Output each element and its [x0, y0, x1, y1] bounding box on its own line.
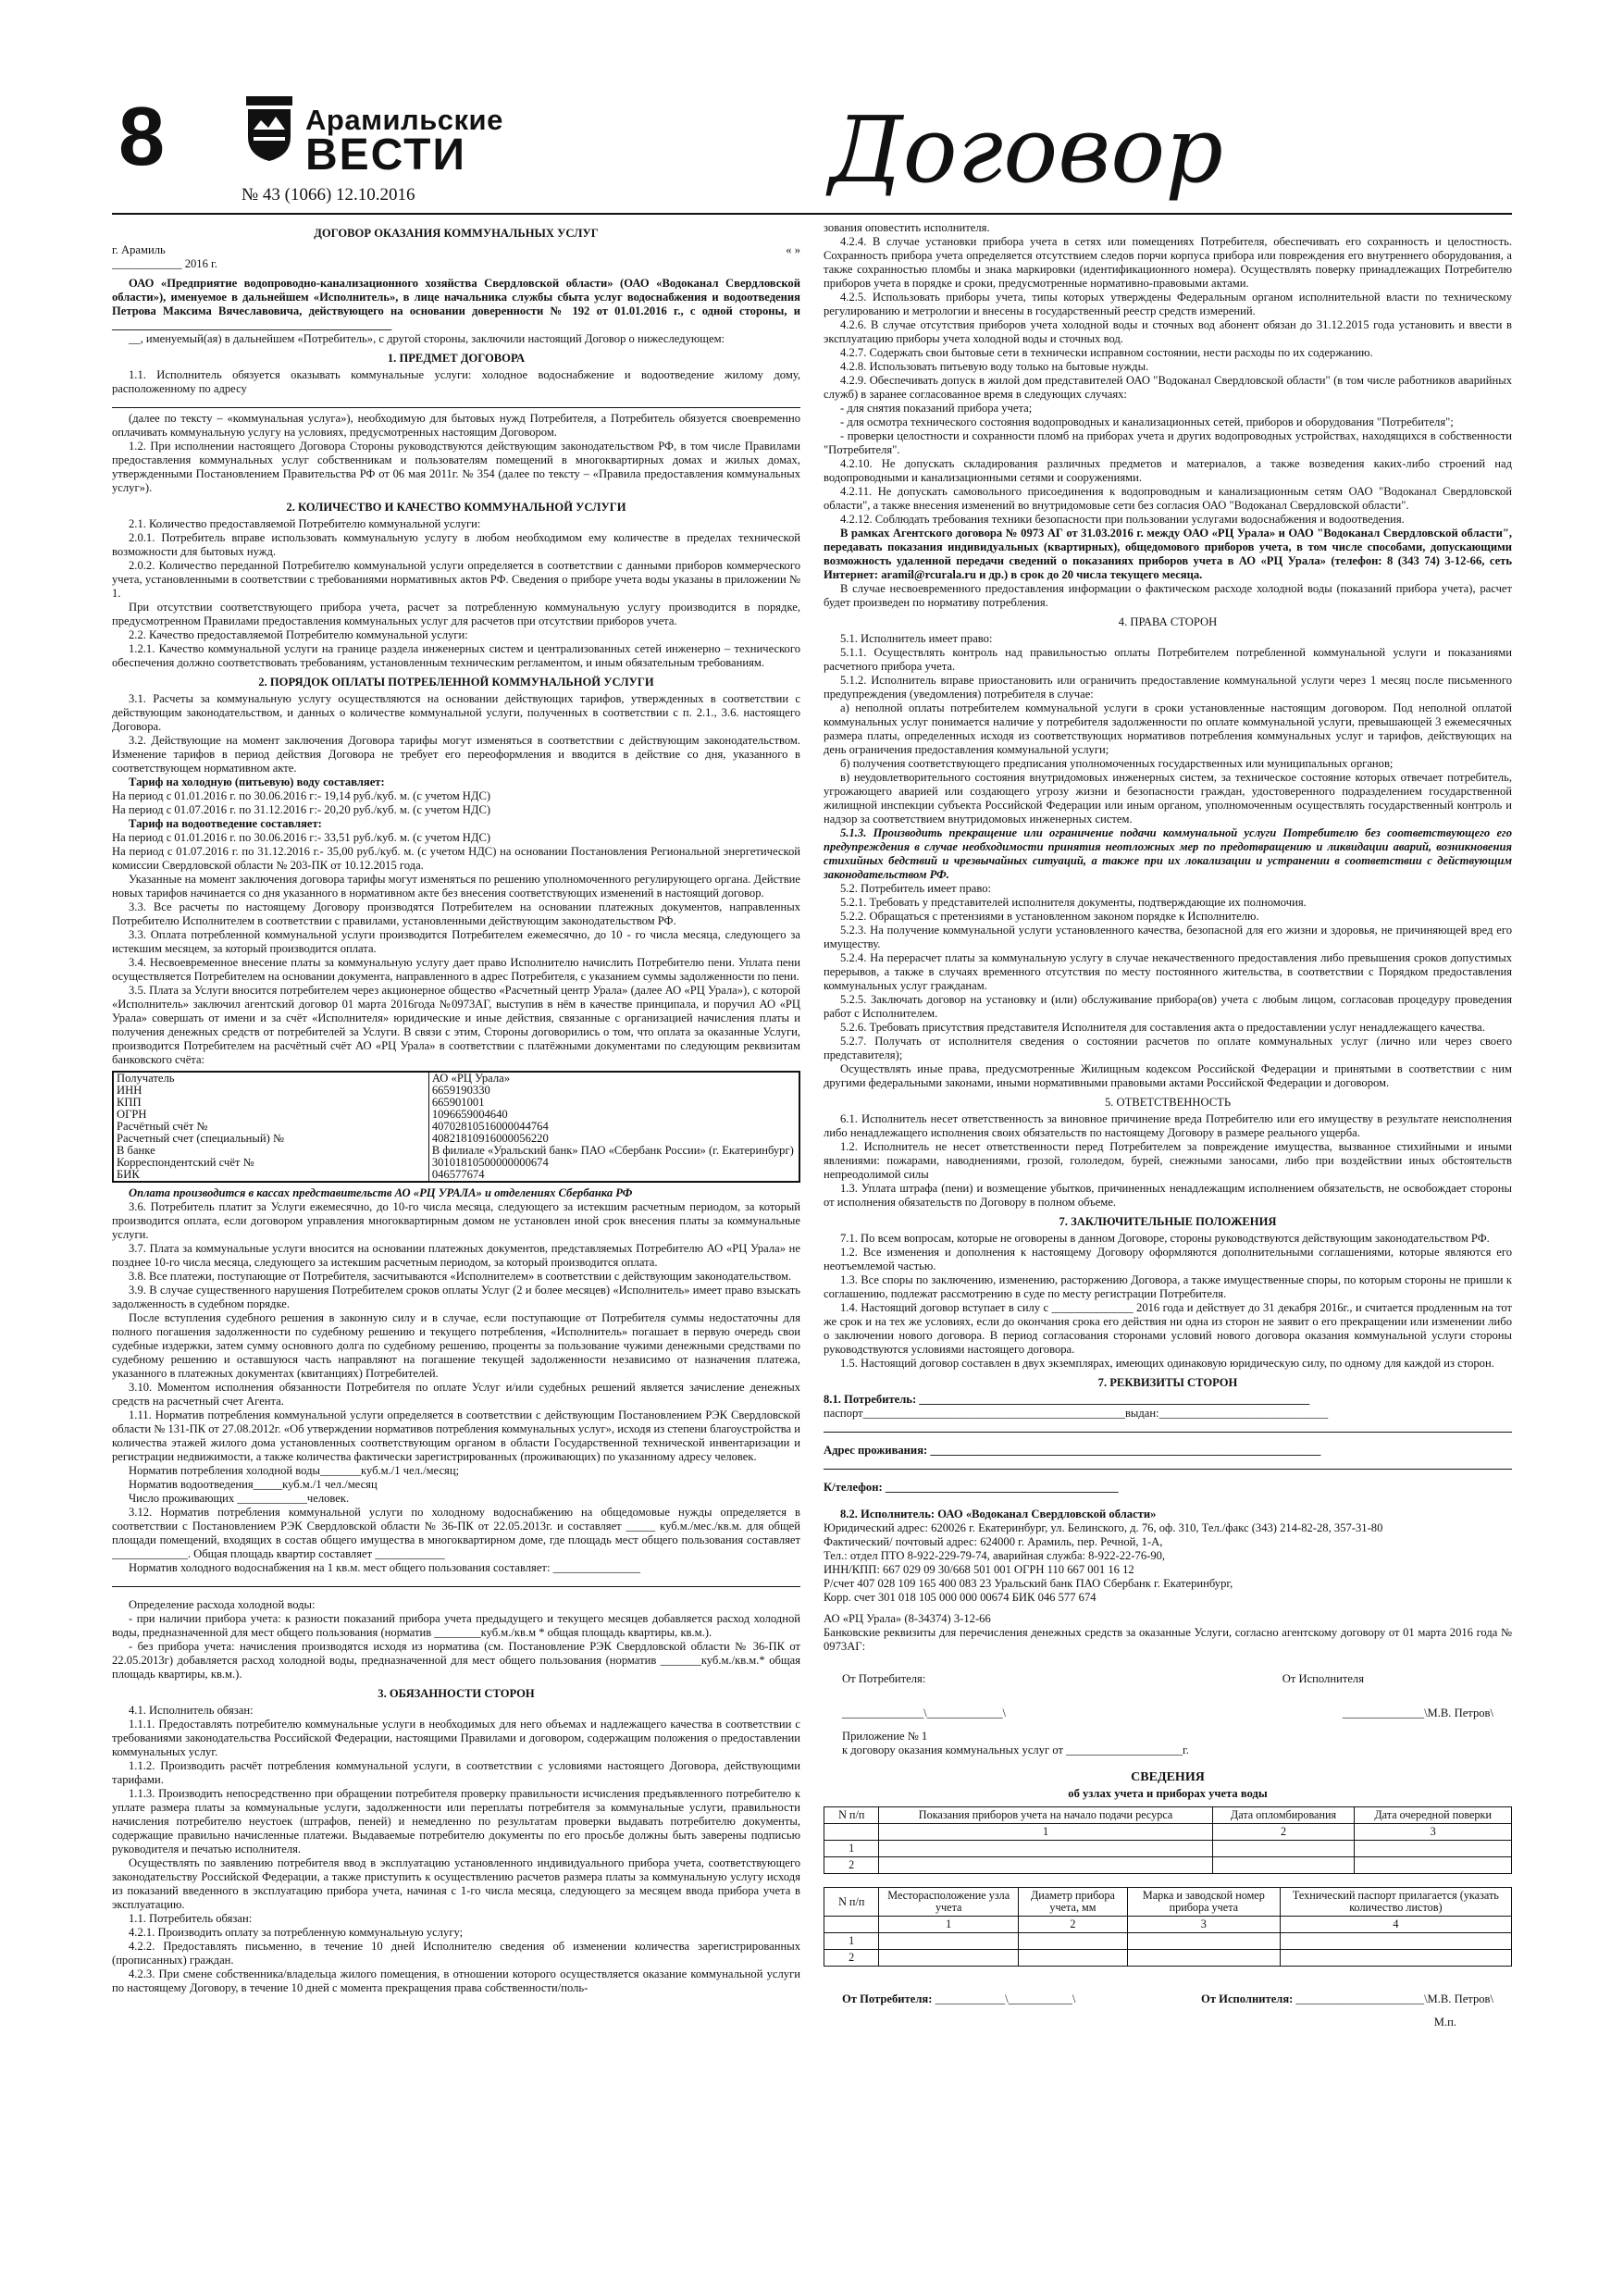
clause-6-2: 1.2. Исполнитель не несет ответственности перед Потребителем за повреждение имущества, вызванное стихийными и иными явлениями: пожарами, наводнениями, грозой, гололедом, бурей, снежными заносами, либо при воздействии иных обстоятельств непреодолимой силы [824, 1140, 1512, 1181]
clause-4-1: 4.1. Исполнитель обязан: [129, 1704, 254, 1717]
clause-1-1-3: 1.1.3. Производить непосредственно при обращении потребителя проверку правильности исчисления предъявленного потребителю к уплате размера платы за коммунальные услуги, задолженности или переплаты потребителя за коммунальные услуги, правильности начисления потребителю неустоек (штрафов, пеней) и немедленно по результатам проверки выдавать потребителю документы, содержащие правильно начисленные платежи. Выдаваемые потребителю документы по его просьбе должны быть заверены подписью руководителя и печатью исполнителя. [112, 1787, 800, 1855]
clause-5-b: б) получения соответствующего предписания уполномоченных государственных или муниципальных органов; [840, 757, 1394, 770]
date-quotes: « » [786, 243, 800, 256]
section-5-title: 4. ПРАВА СТОРОН [1118, 615, 1218, 628]
bank-details-table [112, 1071, 800, 1183]
table-row: 2 [824, 1857, 1512, 1874]
left-column [112, 221, 800, 2257]
page-number: 8 [118, 91, 166, 183]
clause-4-2-9b: - для осмотра технического состояния водопроводных и канализационных сетей, приборов и оборудования "Потребителя"; [840, 416, 1454, 428]
clause-4-2-9c: - проверки целостности и сохранности пломб на приборах учета и других водопроводных устройствах, находящихся в собственности "Потребителя". [824, 429, 1512, 456]
executor-phones: Тел.: отдел ПТО 8-922-229-79-74, аварийная служба: 8-922-22-76-90, [824, 1549, 1166, 1562]
consumer-line: 8.1. Потребитель: ___________________________________________________________________ [824, 1393, 1310, 1406]
clause-7-5: 1.5. Настоящий договор составлен в двух экземплярах, имеющих одинаковую юридическую силу, по одному для каждой из сторон. [840, 1357, 1494, 1370]
clause-4-2-1: 4.2.1. Производить оплату за потребленную коммунальную услугу; [129, 1926, 464, 1939]
clause-6-1: 6.1. Исполнитель несет ответственность за виновное причинение вреда Потребителю или его имуществу в результате неисполнения либо ненадлежащего исполнения своих обязательств по настоящему Договору в размере реального ущерба. [824, 1112, 1512, 1139]
table-row: Расчётный счёт № 40702810516000044764 [113, 1121, 799, 1133]
clause-4-2-7: 4.2.7. Содержать свои бытовые сети в технически исправном состоянии, нести расходы по их содержанию. [840, 346, 1373, 359]
table-row: БИК 046577674 [113, 1169, 799, 1182]
clause-5-2-7: 5.2.7. Получать от исполнителя сведения о состоянии расчетов по оплате коммунальных услуг (лично или через своего представителя); [824, 1035, 1512, 1061]
agent-clause: В рамках Агентского договора № 0973 АГ от 31.03.2016 г. между ОАО «РЦ Урала» и ОАО "Водоканал Свердловской области", передавать показания индивидуальных (квартирных), общедомового приборов учета, в том числе способами, допускающими возможность удаленной передачи сведений о показаниях приборов учета в АО «РЦ Урала» (телефон: 8 (343 74) 3-12-66, сеть Интернет: aramil@rcurala.ru и др.) в срок до 20 числа текущего месяца. [824, 527, 1512, 581]
clause-2-0-2: 2.0.2. Количество переданной Потребителю коммунальной услуги определяется в соответствии с данными приборов коммерческого учета, установленными в соответствии с требованиями нормативных актов РФ. Сведения о приборе учета воды указаны в приложении № 1. [112, 559, 800, 600]
clause-5-1-1: 5.1.1. Осуществлять контроль над правильностью оплаты Потребителем потребленной коммунальной услуги и показаниями расчетного прибора учета. [824, 646, 1512, 673]
final-consumer-label: От Потребителя: [842, 1992, 933, 2005]
clause-1-2: 1.2. При исполнении настоящего Договора Стороны руководствуются действующим законодательством РФ, в том числе Правилами предоставления коммунальных услуг собственникам и пользователям помещений в многоквартирных домах и жилых домах, утвержденными Постановлением Правительства РФ от 06 мая 2011г. № 354 (далее по тексту – «Правила предоставления коммунальных услуг»). [112, 440, 800, 494]
section-4-title: 3. ОБЯЗАННОСТИ СТОРОН [378, 1687, 535, 1700]
cold-water-with-meter: - при наличии прибора учета: к разности показаний прибора учета предыдущего и текущего месяцев добавляется расход холодной воды, предназначенной для мест общего пользования (норматив ________куб.м./кв.м * общая площадь квартиры, кв.м.). [112, 1612, 800, 1639]
clause-3-11: 1.11. Норматив потребления коммунальной услуги определяется в соответствии с действующим Постановлением РЭК Свердловской области № 131-ПК от 27.08.2012г. «Об утверждении нормативов потребления коммунальных услуг», исходя из степени благоустройства и количества этажей жилого дома установленных соответствующим органом в области Государственной технической инвентаризации и регистрации недвижимости, а также количества фактически зарегистрированных (проживающих) по указанному адресу человек. [112, 1409, 800, 1463]
section-3-title: 2. ПОРЯДОК ОПЛАТЫ ПОТРЕБЛЕННОЙ КОММУНАЛЬНОЙ УСЛУГИ [258, 676, 654, 689]
clause-3-6: 3.6. Потребитель платит за Услуги ежемесячно, до 10-го числа месяца, следующего за истекшим расчетным периодом, за который производится оплата, если договором управления многоквартирным домом не установлен иной срок внесения платы за коммунальные услуги. [112, 1200, 800, 1241]
clause-4-2-11: 4.2.11. Не допускать самовольного присоединения к водопроводным и канализационным сетям ОАО "Водоканал Свердловской области", а также внесения изменений во внутридомовые сети без согласия ОАО "Водоканал Свердловской области". [824, 485, 1512, 512]
table-row: ОГРН 1096659004640 [113, 1109, 799, 1121]
clause-5-2-8: Осуществлять иные права, предусмотренные Жилищным кодексом Российской Федерации и принятыми в соответствии с ним другими федеральными законами, иными нормативными правовыми актами Российской Федерации и договором. [824, 1062, 1512, 1089]
executor-corr-account: Корр. счет 301 018 105 000 000 00674 БИК 046 577 674 [824, 1591, 1096, 1604]
from-executor-label: От Исполнителя [1282, 1672, 1364, 1685]
clause-5-1-2: 5.1.2. Исполнитель вправе приостановить или ограничить предоставление коммунальной услуги через 1 месяц после письменного предупреждения (уведомления) потребителя в случае: [824, 674, 1512, 701]
clause-2-meter: При отсутствии соответствующего прибора учета, расчет за потребленную коммунальную услугу производится в порядке, предусмотренном Правилами предоставления коммунальных услуг для расчетов при отсутствии приборов учета. [112, 601, 800, 627]
clause-4-meter: Осуществлять по заявлению потребителя ввод в эксплуатацию установленного индивидуального прибора учета, соответствующего законодательству Российской Федерации, а также приступить к осуществлению расчетов размера платы за коммунальную услугу исходя из показаний введенного в эксплуатацию прибора учета, начиная с 1-го числа месяца, следующего за месяцем ввода прибора учета в эксплуатацию. [112, 1856, 800, 1911]
section-1-title: 1. ПРЕДМЕТ ДОГОВОРА [387, 352, 526, 365]
clause-5-2-5: 5.2.5. Заключать договор на установку и (или) обслуживание прибора(ов) учета с любым лицом, согласовав процедуру проведения работ с Исполнителем. [824, 993, 1512, 1020]
final-consumer-line: ____________\___________\ [935, 1992, 1076, 2005]
executor-postal-address: Фактический/ почтовый адрес: 624000 г. Арамиль, пер. Речной, 1-А, [824, 1535, 1163, 1548]
tariff-sewer-heading: Тариф на водоотведение составляет: [129, 817, 322, 830]
clause-3-3: 3.3. Все расчеты по настоящему Договору производятся Потребителем на основании платежных документов, направленных Потребителю Исполнителем в соответствии с правилами, установленными действующим законодательством РФ. [112, 900, 800, 927]
clause-1-1-2: 1.1.2. Производить расчёт потребления коммунальной услуги, в соответствии с условиями настоящего Договора, действующими тарифами. [112, 1759, 800, 1786]
table-row: Получатель АО «РЦ Урала» [113, 1072, 799, 1085]
table-row: 1 [824, 1841, 1512, 1857]
info-title: СВЕДЕНИЯ [1131, 1770, 1205, 1784]
intro: ОАО «Предприятие водопроводно-канализационного хозяйства Свердловской области» (ОАО «Водоканал Свердловской области»), именуемое в дальнейшем «Исполнитель», в лице начальника службы сбыта услуг водоснабжения и водоотведения Петрова Максима Вячеславовича, действующего на основании доверенности № 192 от 01.01.2016 г., с одной стороны, и ________________________________________________ [112, 277, 800, 331]
final-signatures [824, 1992, 1512, 2006]
clause-7-2: 1.2. Все изменения и дополнения к настоящему Договору оформляются дополнительными соглашениями, которые являются его неотъемлемой частью. [824, 1246, 1512, 1272]
table-row: 1 [824, 1933, 1512, 1950]
rc-urala-phone: АО «РЦ Урала» (8-34374) 3-12-66 [824, 1612, 991, 1625]
tariff-water-2: На период с 01.07.2016 г. по 31.12.2016 г:- 20,20 руб./куб. м. (с учетом НДС) [112, 803, 491, 816]
norm-sewer: Норматив водоотведения_____куб.м./1 чел./месяц [129, 1478, 378, 1491]
executor-account: Р/счет 407 028 109 165 400 083 23 Уральский банк ПАО Сбербанк г. Екатеринбург, [824, 1577, 1233, 1590]
tariff-water-1: На период с 01.01.2016 г. по 30.06.2016 г:- 19,14 руб./куб. м. (с учетом НДС) [112, 789, 491, 802]
year: ____________ 2016 г. [112, 257, 217, 270]
section-8-title: 7. РЕКВИЗИТЫ СТОРОН [1097, 1376, 1238, 1389]
appendix-number: Приложение № 1 [842, 1730, 928, 1743]
passport-line: паспорт_____________________________________________выдан:_____________________________ [824, 1407, 1329, 1420]
agent-clause-2: В случае несвоевременного предоставления информации о фактическом расходе холодной воды (показаний прибора учета), расчет будет произведен по нормативу потребления. [824, 582, 1512, 609]
address-line [112, 396, 800, 408]
clause-4-2-9: 4.2.9. Обеспечивать допуск в жилой дом представителей ОАО "Водоканал Свердловской области" (в том числе работников аварийных служб) в заранее согласованное время в следующих случаях: [824, 374, 1512, 401]
stamp-place: М.п. [1433, 2016, 1456, 2029]
payment-note: Оплата производится в кассах представительств АО «РЦ УРАЛА» и отделениях Сбербанка РФ [129, 1186, 633, 1199]
table-row: 1 2 3 [824, 1824, 1512, 1841]
cold-water-definition: Определение расхода холодной воды: [129, 1598, 316, 1611]
signature-labels [824, 1672, 1512, 1686]
section-7-title: 7. ЗАКЛЮЧИТЕЛЬНЫЕ ПОЛОЖЕНИЯ [1059, 1215, 1277, 1228]
final-executor [1201, 1992, 1493, 2006]
blank-line [824, 1458, 1512, 1470]
clause-4-2-3: 4.2.3. При смене собственника/владельца жилого помещения, в отношении которого осуществляется оказание коммунальной услуги по настоящему Договору, в течение 10 дней с момента прекращения права собственности/поль- [112, 1967, 800, 1994]
clause-7-4: 1.4. Настоящий договор вступает в силу с ______________ 2016 года и действует до 31 декабря 2016г., и считается продленным на тот же срок и на тех же условиях, если до окончания срока его действия ни одна из сторон не заявит о его прекращении или изменении либо о заключении нового договора. В период согласования сторонами условий нового договора оказания коммунальной услуги стороны руководствуются условиями настоящего договора. [824, 1301, 1512, 1356]
clause-5-2-4: 5.2.4. На перерасчет платы за коммунальную услугу в случае некачественного предоставления либо превышения сроков допустимых перерывов, а также в случаях временного отсутствия по месту постоянного жительства, в соответствии с Порядком предоставления коммунальных услуг гражданам. [824, 951, 1512, 992]
clause-4-2-2: 4.2.2. Предоставлять письменно, в течение 10 дней Исполнителю сведения об изменении количества зарегистрированных (прописанных) граждан. [112, 1940, 800, 1967]
clause-1-1b: (далее по тексту – «коммунальная услуга»), необходимую для бытовых нужд Потребителя, а Потребитель обязуется своевременно оплачивать коммунальную услугу на условиях, предусмотренных настоящим Договором. [112, 412, 800, 439]
final-executor-line: ______________________\М.В. Петров\ [1295, 1992, 1493, 2005]
clause-3-9b: После вступления судебного решения в законную силу и в случае, если поступающие от Потребителя суммы недостаточны для полного погашения задолженности по судебному решению и текущего потребления, «Исполнитель» погашает в первую очередь свои судебные издержки, затем сумму основного долга по судебному решению, проценты за пользование чужими денежными средствами по судебному решению и оставшуюся часть направляют на погашение текущей задолженности независимо от назначения платежа, указанного в платежных документах (квитанциях) Потребителей. [112, 1311, 800, 1380]
clause-4-2-12: 4.2.12. Соблюдать требования техники безопасности при пользовании услугами водоснабжения и водоотведения. [840, 513, 1405, 526]
clause-6-3: 1.3. Уплата штрафа (пени) и возмещение убытков, причиненных ненадлежащим исполнением обязательств, не освобождает стороны от исполнения обязательств по Договору в полном объеме. [824, 1182, 1512, 1209]
cold-water-no-meter: - без прибора учета: начисления производятся исходя из норматива (см. Постановление РЭК Свердловской области № 36-ПК от 22.05.2013г) добавляется расход холодной воды, предназначенной для мест общего пользования (норматив _______куб.м./кв.м.* общая площадь квартиры, кв.м.). [112, 1640, 800, 1681]
clause-7-1: 7.1. По всем вопросам, которые не оговорены в данном Договоре, стороны руководствуются действующим законодательством РФ. [840, 1232, 1490, 1245]
clause-1-1-1: 1.1.1. Предоставлять потребителю коммунальные услуги в необходимых для него объемах и надлежащего качества в соответствии с требованиями законодательства Российской Федерации, настоящими Правилами и договором, содержащим положения о предоставлении коммунальных услуг. [112, 1718, 800, 1758]
section-title: Договор [829, 98, 1223, 204]
rc-urala-bank-note: Банковские реквизиты для перечисления денежных средств за оказанные Услуги, согласно агентскому договору от 01 марта 2016 года № 0973АГ: [824, 1626, 1512, 1653]
tariff-sewer-2: На период с 01.07.2016 г. по 31.12.2016 г.- 35,00 руб./куб. м. (с учетом НДС) на основании Постановления Региональной энергетической комиссии Свердловской области № 203-ПК от 10.12.2015 года. [112, 845, 800, 872]
clause-4-2-4: 4.2.4. В случае установки прибора учета в сетях или помещениях Потребителя, обеспечивать его сохранность и целостность. Сохранность прибора учета определяется отсутствием следов порчи корпуса прибора или повреждения его внутреннего оборудования, а также сохранностью пломбы и знака маркировки (идентификационного номера). Осуществлять поверку принадлежащих Потребителю приборов учета в порядке и сроки, предусмотренные нормативно-правовыми актами. [824, 235, 1512, 290]
final-executor-label: От Исполнителя: [1201, 1992, 1294, 2005]
right-column [824, 221, 1512, 2276]
brand-name-bottom: ВЕСТИ [305, 130, 466, 180]
tariff-note: Указанные на момент заключения договора тарифы могут изменяться по решению уполномоченного регулирующего органа. Действие новых тарифов начинается со дня указанного в нормативном акте без внесения соответствующих изменений в настоящий договор. [112, 873, 800, 900]
issue-info: № 43 (1066) 12.10.2016 [242, 185, 415, 205]
clause-5-1-3: 5.1.3. Производить прекращение или ограничение подачи коммунальной услуги Потребителю без соответствующего его предупреждения в случае необходимости принятия неотложных мер по предотвращению и ликвидации аварий, возникновения стихийных бедствий и чрезвычайных ситуаций, а также при их локализации и устранении в соответствии с действующим законодательством РФ. [824, 826, 1512, 881]
clause-4-2: 1.1. Потребитель обязан: [129, 1912, 253, 1925]
clause-4-2-6: 4.2.6. В случае отсутствия приборов учета холодной воды и сточных вод абонент обязан до 31.12.2015 года установить и ввести в эксплуатацию приборы учета холодной воды и сточных вод. [824, 318, 1512, 345]
place: г. Арамиль [112, 243, 166, 256]
executor-inn: ИНН/КПП: 667 029 09 30/668 501 001 ОГРН 110 667 001 16 12 [824, 1563, 1134, 1576]
from-consumer-label: От Потребителя: [842, 1672, 926, 1685]
clause-5-a: а) неполной оплаты потребителем коммунальной услуги в сроки установленные настоящим договором. Под неполной оплатой коммунальных услуг понимается наличие у потребителя задолженности по оплате коммунальной услуги, превышающей 3 ежемесячных размера платы, определенных исходя из соответствующих нормативов потребления коммунальных услуг и тарифов, действующих на день ограничения предоставления коммунальной услуги; [824, 701, 1512, 756]
clause-3-8: 3.8. Все платежи, поступающие от Потребителя, засчитываются «Исполнителем» в соответствии с действующим законодательством. [129, 1270, 792, 1283]
header-rule [112, 213, 1512, 215]
table-row: В банке В филиале «Уральский банк» ПАО «Сбербанк России» (г. Екатеринбург) [113, 1145, 799, 1157]
section-6-title: 5. ОТВЕТСТВЕННОСТЬ [1104, 1096, 1232, 1109]
meter-readings-table [824, 1806, 1512, 1874]
coat-of-arms-icon [241, 89, 298, 163]
clause-3-3b: 3.3. Оплата потребленной коммунальной услуги производится Потребителем ежемесячно, до 10 - го числа месяца, следующего за истекшим месяцем, за который производится оплата. [112, 928, 800, 955]
table-row: КПП 665901001 [113, 1097, 799, 1109]
appendix-ref: к договору оказания коммунальных услуг от ____________________г. [842, 1744, 1189, 1756]
table-row: Корреспондентский счёт № 30101810500000000674 [113, 1157, 799, 1169]
executor-line: 8.2. Исполнитель: ОАО «Водоканал Свердловской области» [840, 1508, 1157, 1520]
clause-3-9: 3.9. В случае существенного нарушения Потребителем сроков оплаты Услуг (2 и более месяцев) «Исполнитель» имеет право взыскать задолженность в судебном порядке. [112, 1284, 800, 1310]
clause-4-2-3-cont: зования оповестить исполнителя. [824, 221, 990, 234]
clause-3-2: 3.2. Действующие на момент заключения Договора тарифы могут изменяться в соответствии с действующим законодательством. Изменение тарифов в период действия Договора не требует его переоформления и вводится в действие со дня, указанного в соответствующем нормативном акте. [112, 734, 800, 775]
consumer-signature: ______________\_____________\ [842, 1706, 1007, 1719]
place-date [112, 243, 800, 257]
clause-3-12: 3.12. Норматив потребления коммунальной услуги по холодному водоснабжению на общедомовые нужды определяется в соответствии с Постановлением РЭК Свердловской области № 36-ПК от 22.05.2013г. и составляет _____ куб.м./мес./кв.м. для общей площади помещений, входящих в состав общего имущества в многоквартирном доме, где площадь мест общего пользования составляет _____________. Общая площадь квартир составляет ____________ [112, 1506, 800, 1560]
contract-title: ДОГОВОР ОКАЗАНИЯ КОММУНАЛЬНЫХ УСЛУГ [314, 227, 599, 240]
clause-3-5: 3.5. Плата за Услуги вносится потребителем через акционерное общество «Расчетный центр Урала» (далее АО «РЦ Урала»), с которой «Исполнитель» заключил агентский договор 01 марта 2016года №0973АГ, выступив в нём в качестве принципала, и поручил АО «РЦ Урала» совершать от имени и за счёт «Исполнителя» юридические и иные действия, связанные с организацией начисления платы и получения денежных средств от потребителей за Услуги. В связи с этим, Стороны договорились о том, что оплата за оказанные Услуги, производится Потребителем на расчётный счёт АО «РЦ Урала» в соответствии с платёжными документами по следующим реквизитам банковского счёта: [112, 984, 800, 1066]
clause-5-1: 5.1. Исполнитель имеет право: [840, 632, 993, 645]
table-row: Расчетный счет (специальный) № 40821810916000056220 [113, 1133, 799, 1145]
clause-1-1: 1.1. Исполнитель обязуется оказывать коммунальные услуги: холодное водоснабжение и водоотведение жилому дому, расположенному по адресу [112, 368, 800, 395]
intro-cont: __, именуемый(ая) в дальнейшем «Потребитель», с другой стороны, заключили настоящий Договор о нижеследующем: [129, 332, 725, 345]
brand-name-top: Арамильские [305, 104, 503, 136]
signature-lines [824, 1706, 1512, 1720]
clause-3-10: 3.10. Моментом исполнения обязанности Потребителя по оплате Услуг и/или судебных решений является зачисление денежных средств на расчетный счет Агента. [112, 1381, 800, 1408]
table-row: ИНН 6659190330 [113, 1085, 799, 1097]
norm-cold-water: Норматив потребления холодной воды_______куб.м./1 чел./месяц; [129, 1464, 460, 1477]
clause-5-2-1: 5.2.1. Требовать у представителей исполнителя документы, подтверждающие их полномочия. [840, 896, 1307, 909]
clause-7-3: 1.3. Все споры по заключению, изменению, расторжению Договора, а также имущественные споры, по которым стороны не пришли к соглашению, подлежат рассмотрению в суде по месту регистрации Потребителя. [824, 1273, 1512, 1300]
table-row: 2 [824, 1950, 1512, 1967]
clause-4-2-10: 4.2.10. Не допускать складирования различных предметов и материалов, а также возведения каких-либо строений над водопроводными и канализационными сетями и сооружениями. [824, 457, 1512, 484]
norm-residents: Число проживающих ____________человек. [129, 1492, 350, 1505]
executor-legal-address: Юридический адрес: 620026 г. Екатеринбург, ул. Белинского, д. 76, оф. 310, Тел./факс (343) 214-82-28, 357-31-80 [824, 1521, 1383, 1534]
clause-3-1: 3.1. Расчеты за коммунальную услугу осуществляются на основании действующих тарифов, утвержденных в соответствии с действующим законодательством, и данных о количестве коммунальной услуги, полученных в соответствии с п. 2.1., 3.6. настоящего Договора. [112, 692, 800, 733]
clause-5-2-2: 5.2.2. Обращаться с претензиями в установленном законом порядке к Исполнителю. [840, 910, 1259, 923]
clause-5-2: 5.2. Потребитель имеет право: [840, 882, 992, 895]
clause-3-12b: Норматив холодного водоснабжения на 1 кв.м. мест общего пользования составляет: _______________ [129, 1561, 641, 1574]
clause-5-2-6: 5.2.6. Требовать присутствия представителя Исполнителя для составления акта о предоставлении услуг ненадлежащего качества. [840, 1021, 1485, 1034]
clause-4-2-9a: - для снятия показаний прибора учета; [840, 402, 1033, 415]
clause-3-4: 3.4. Несвоевременное внесение платы за коммунальную услугу дает право Исполнителю начислить Потребителю пени. Уплата пени осуществляется Потребителем на основании документа, направленного в адрес Потребителя, с указанием суммы задолженности по пени. [112, 956, 800, 983]
meter-units-table [824, 1887, 1512, 1967]
clause-4-2-5: 4.2.5. Использовать приборы учета, типы которых утверждены Федеральным органом исполнительной власти по техническому регулированию и метрологии и внесены в государственный реестр средств измерений. [824, 291, 1512, 317]
tariff-sewer-1: На период с 01.01.2016 г. по 30.06.2016 г:- 33,51 руб./куб. м. (с учетом НДС) [112, 831, 491, 844]
info-subtitle: об узлах учета и приборах учета воды [1068, 1787, 1268, 1800]
clause-5-c: в) неудовлетворительного состояния внутридомовых инженерных систем, за техническое состояние которых отвечает потребитель, угрожающего аварией или создающего угрозу жизни и безопасности граждан, удостоверенного подразделением государственной жилищной инспекции субъекта Российской Федерации или иным органом, уполномоченным осуществлять государственный контроль и надзор за соответствием внутридомовых инженерных систем. [824, 771, 1512, 825]
page-header [0, 0, 1623, 215]
section-2-title: 2. КОЛИЧЕСТВО И КАЧЕСТВО КОММУНАЛЬНОЙ УСЛУГИ [286, 501, 626, 514]
clause-4-2-8: 4.2.8. Использовать питьевую воду только на бытовые нужды. [840, 360, 1149, 373]
phone-line: К/телефон: ________________________________________ [824, 1481, 1119, 1494]
tariff-water-heading: Тариф на холодную (питьевую) воду составляет: [129, 776, 385, 788]
final-consumer [842, 1992, 1075, 2006]
clause-2-2: 2.2. Качество предоставляемой Потребителю коммунальной услуги: [129, 628, 468, 641]
blank-line [824, 1421, 1512, 1433]
table-row: 1 2 3 4 [824, 1917, 1512, 1933]
clause-2-1: 2.1. Количество предоставляемой Потребителю коммунальной услуги: [129, 517, 481, 530]
clause-3-7: 3.7. Плата за коммунальные услуги вносится на основании платежных документов, представляемых Потребителю АО «РЦ Урала» не позднее 10-го числа месяца, следующего за истекшим расчетным периодом, за который производится оплата. [112, 1242, 800, 1269]
clause-2-0-1: 2.0.1. Потребитель вправе использовать коммунальную услугу в любом необходимом ему количестве в пределах технической возможности для бытовых нужд. [112, 531, 800, 558]
table-row: N п/п Месторасположение узла учета Диаметр прибора учета, мм Марка и заводской номер прибора учета Технический паспорт прилагается (указать количество листов) [824, 1888, 1512, 1917]
clause-1-2-1: 1.2.1. Качество коммунальной услуги на границе раздела инженерных систем и централизованных сетей инженерно – технического обеспечения должно соответствовать требованиям, установленным техническим регламентом, и иным обязательным требованиям. [112, 642, 800, 669]
address-line: Адрес проживания: ___________________________________________________________________ [824, 1444, 1321, 1457]
table-row: N п/п Показания приборов учета на начало подачи ресурса Дата опломбирования Дата очередной поверки [824, 1807, 1512, 1824]
clause-5-2-3: 5.2.3. На получение коммунальной услуги установленного качества, безопасной для его жизни и здоровья, не причиняющей вред его имуществу. [824, 924, 1512, 950]
executor-signature: ______________\М.В. Петров\ [1342, 1706, 1493, 1719]
blank-line [112, 1575, 800, 1587]
